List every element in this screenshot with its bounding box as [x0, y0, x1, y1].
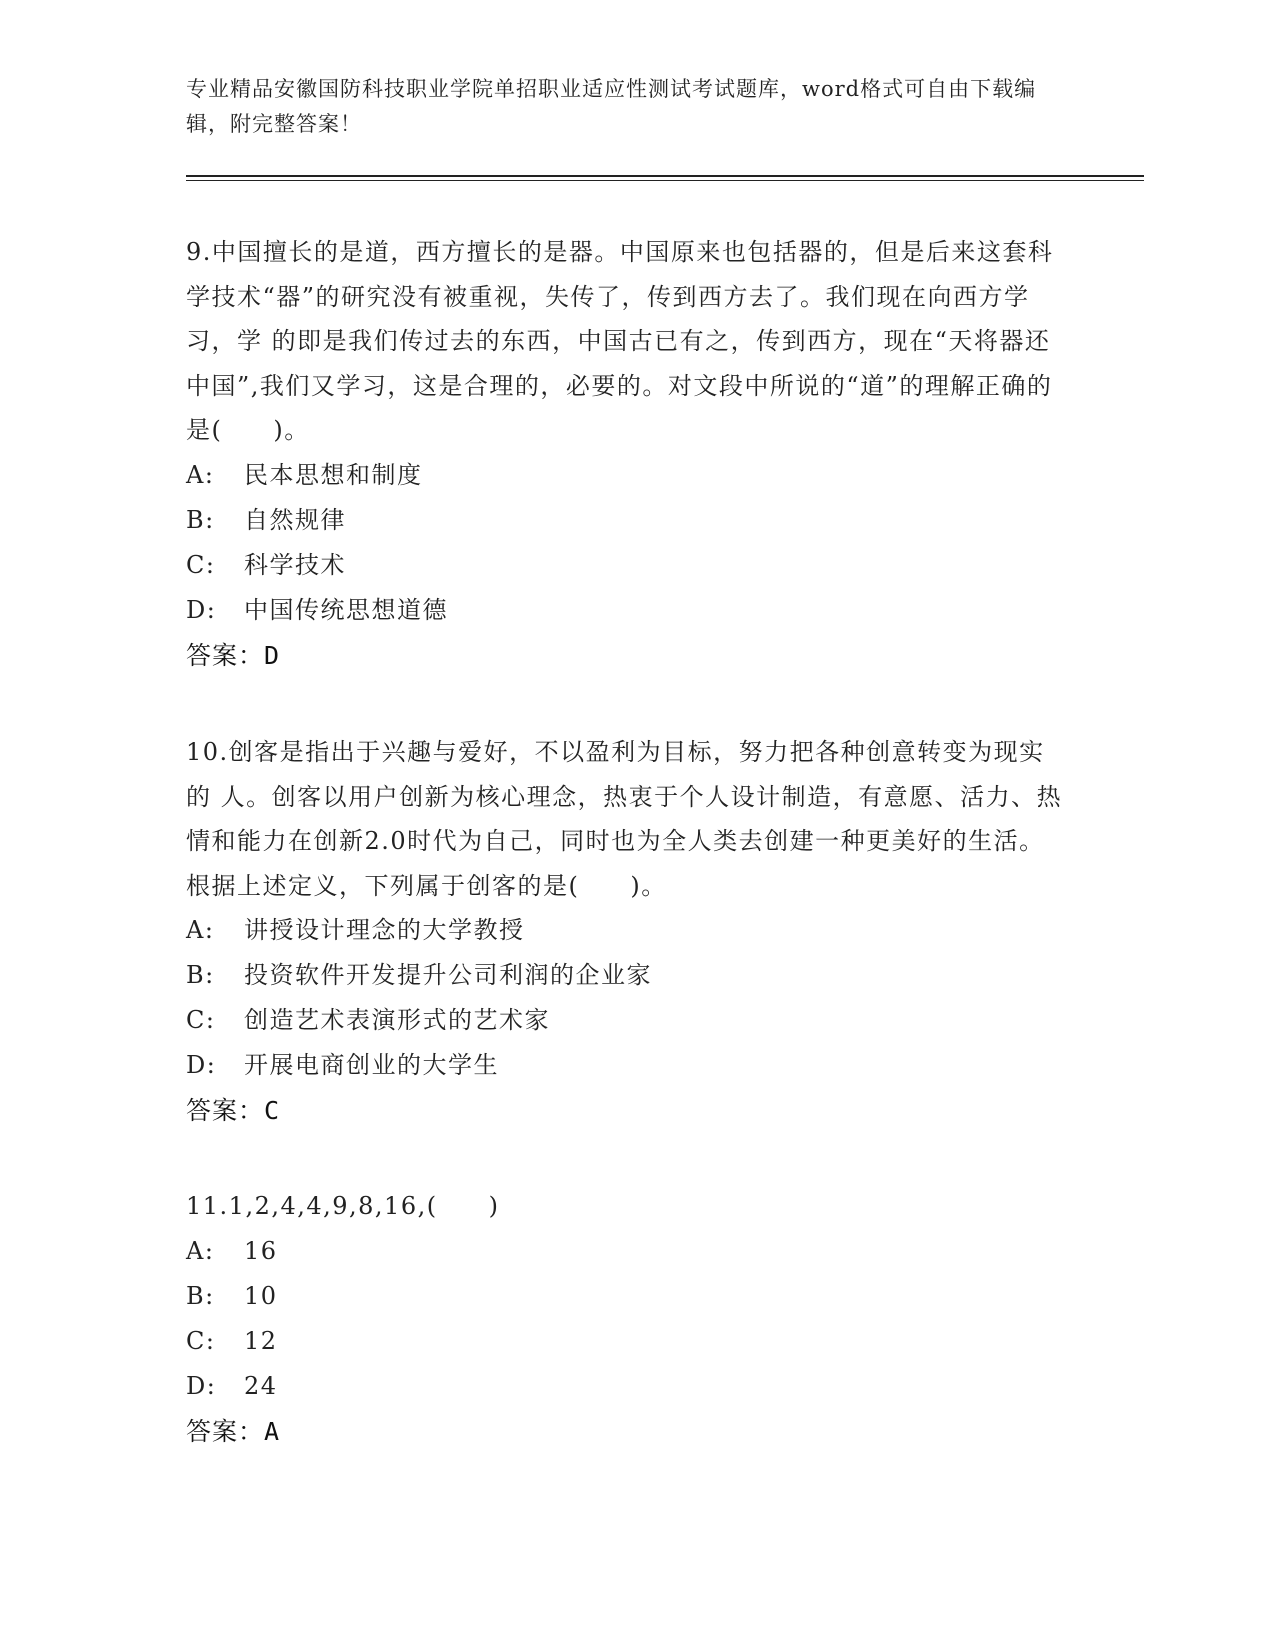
option-b [186, 498, 1066, 543]
option-a [186, 1229, 1066, 1274]
option-text: 中国传统思想道德 [244, 595, 448, 624]
option-a [186, 453, 1066, 498]
question-stem: 11.1,2,4,4,9,8,16,( ) [186, 1192, 500, 1220]
option-text: 10 [244, 1281, 278, 1310]
question-stem: 10.创客是指出于兴趣与爱好，不以盈利为目标，努力把各种创意转变为现实的 人。创客以用户创新为核心理念，热衷于个人设计制造，有意愿、活力、热情和能力在创新2.0时代为自己，同时也为全人类去创建一种更美好的生活。根据上述定义，下列属于创客的是( )。 [186, 738, 1063, 900]
question-10 [186, 730, 1066, 1134]
option-text: 自然规律 [244, 505, 346, 534]
option-key: C: [186, 550, 216, 579]
answer-value: A [264, 1416, 280, 1446]
question-11 [186, 1184, 1066, 1455]
option-key: A: [186, 460, 215, 489]
document-header: 专业精品安徽国防科技职业学院单招职业适应性测试考试题库，word格式可自由下载编辑，附完整答案！ [186, 77, 1037, 136]
option-key: C: [186, 1326, 216, 1355]
option-list [186, 453, 1066, 633]
option-d [186, 1364, 1066, 1409]
option-text: 科学技术 [244, 550, 346, 579]
option-d [186, 1043, 1066, 1088]
answer-label: 答案： [186, 1096, 265, 1125]
option-b [186, 953, 1066, 998]
answer-line [186, 1088, 1066, 1134]
option-key: D: [186, 595, 217, 624]
option-list [186, 908, 1066, 1088]
option-b [186, 1274, 1066, 1319]
option-key: D: [186, 1371, 217, 1400]
option-list [186, 1229, 1066, 1409]
option-text: 12 [244, 1326, 278, 1355]
option-a [186, 908, 1066, 953]
option-text: 开展电商创业的大学生 [244, 1051, 499, 1079]
option-text: 投资软件开发提升公司利润的企业家 [244, 961, 652, 989]
option-c [186, 1319, 1066, 1364]
option-key: D: [186, 1051, 217, 1079]
option-text: 16 [244, 1236, 278, 1265]
option-key: A: [186, 1236, 215, 1265]
header-divider-thick [186, 175, 1144, 177]
option-c [186, 998, 1066, 1043]
answer-line [186, 633, 1066, 679]
answer-label: 答案： [186, 1416, 265, 1446]
option-key: B: [186, 505, 215, 534]
option-key: B: [186, 1281, 215, 1310]
option-text: 讲授设计理念的大学教授 [244, 916, 525, 944]
answer-line [186, 1409, 1066, 1455]
answer-value: C [264, 1096, 280, 1125]
header-divider-thin [186, 180, 1144, 181]
answer-label: 答案： [186, 640, 265, 670]
question-9 [186, 230, 1066, 679]
answer-value: D [264, 640, 280, 670]
option-key: C: [186, 1006, 216, 1034]
option-text: 24 [244, 1371, 278, 1400]
option-text: 创造艺术表演形式的艺术家 [244, 1006, 550, 1034]
option-c [186, 543, 1066, 588]
option-key: A: [186, 916, 215, 944]
option-text: 民本思想和制度 [244, 460, 423, 489]
option-key: B: [186, 961, 215, 989]
option-d [186, 588, 1066, 633]
question-stem: 9.中国擅长的是道，西方擅长的是器。中国原来也包括器的，但是后来这套科 学技术“器”的研究没有被重视，失传了，传到西方去了。我们现在向西方学习，学 的即是我们传过去的东西，中国古已有之，传到西方，现在“天将器还中国”,我们又学习，这是合理的，必要的。对文段中所说的“道”的理解正确的是( )。 [186, 238, 1063, 444]
